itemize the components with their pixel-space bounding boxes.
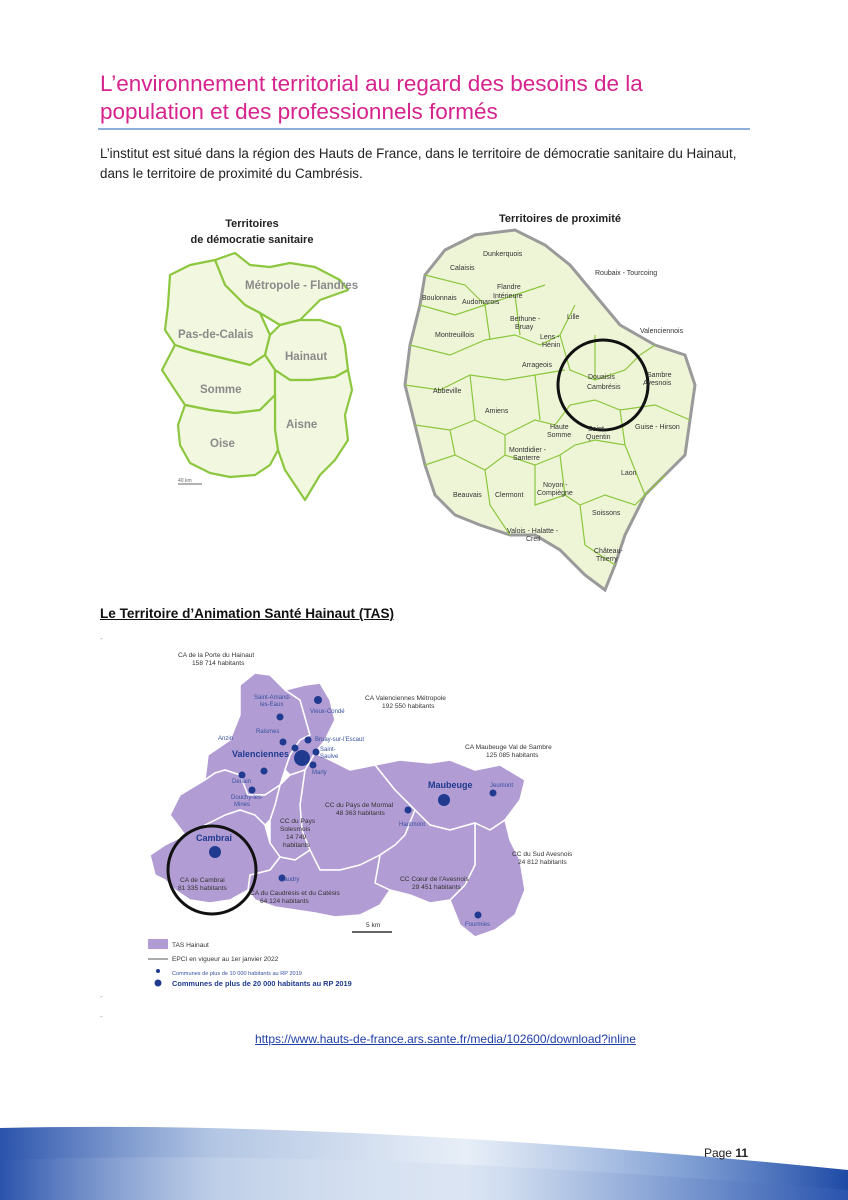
label-solesmois-1: CC du Pays (280, 818, 316, 825)
label-valenciennes: Valenciennes (232, 749, 290, 759)
city-dot-jeumont (490, 790, 497, 797)
label-saint-amand-2: les-Eaux (260, 702, 284, 708)
city-dot-hautmont (405, 807, 412, 814)
label-maubeuge: Maubeuge (428, 780, 473, 790)
label-denain: Denain (232, 779, 252, 785)
label-hautmont: Hautmont (399, 822, 426, 828)
label-montdidier-1: Montdidier - (509, 447, 546, 454)
label-montreuillois: Montreuillois (435, 332, 475, 339)
label-caudry: Caudry (280, 877, 300, 883)
label-douchy-1: Douchy-les- (231, 795, 264, 801)
title-divider (98, 128, 750, 130)
city-dot-saint-amand (277, 714, 284, 721)
label-metropole-flandres: Métropole - Flandres (245, 280, 359, 292)
tas-section-heading: Le Territoire d’Animation Santé Hainaut (TAS) (100, 606, 395, 621)
label-lens-2: Hénin (542, 342, 561, 349)
label-boulonnais: Boulonnais (422, 295, 457, 302)
label-noyon-1: Noyon - (543, 482, 568, 489)
label-maubval-1: CA Maubeuge Val de Sambre (465, 744, 552, 751)
right-map-outline (405, 230, 695, 590)
label-haute-2: Somme (547, 432, 572, 439)
label-mormal-2: 48 363 habitants (336, 810, 385, 817)
intro-paragraph: L’institut est situé dans la région des Hauts de France, dans le territoire de démocratie sanitaire du Hainaut, dans le territoire de proximité du Cambrésis. (100, 146, 737, 181)
city-dot-maubeuge (438, 794, 450, 806)
label-calaisis: Calaisis (450, 265, 475, 272)
city-dot-anzin (292, 745, 299, 752)
label-valmet-1: CA Valenciennes Métropole (365, 695, 446, 702)
label-guise-hirson: Guise - Hirson (635, 424, 680, 431)
label-maubval-2: 125 085 habitants (486, 752, 539, 759)
tas-hainaut-map (130, 645, 573, 1000)
label-chateau-2: Thierry (596, 556, 618, 563)
region-aisne (275, 370, 352, 500)
label-roubaix: Roubaix - Tourcoing (595, 270, 658, 277)
label-bruay: Bruay-sur-l’Escaut (315, 737, 365, 743)
label-sudavesnois-2: 24 812 habitants (518, 859, 567, 866)
label-montdidier-2: Santerre (513, 455, 540, 462)
territoires-proximite-map (395, 205, 705, 595)
label-douchy-2: Mines (234, 802, 251, 808)
label-aisne: Aisne (286, 419, 318, 431)
city-dot-douchy (249, 787, 256, 794)
label-laon: Laon (621, 470, 637, 477)
label-caudresis-2: 64 124 habitants (260, 898, 309, 905)
label-valenciennois: Valenciennois (640, 328, 684, 335)
label-audomarois: Audomarois (462, 299, 500, 306)
label-mormal-1: CC du Pays de Mormal (325, 802, 394, 809)
label-solesmois-2: Solesmois (280, 826, 311, 833)
right-map-title: Territoires de proximité (498, 213, 622, 225)
label-coeur-1: CC Cœur de l’Avesnois (400, 876, 469, 883)
page-number-value: 11 (735, 1146, 748, 1160)
label-lens-1: Lens - (540, 334, 560, 341)
source-link[interactable]: https://www.hauts-de-france.ars.sante.fr/media/102600/download?inline (255, 1032, 636, 1046)
label-saint-saulve-1: Saint- (320, 747, 336, 753)
label-scale: 5 km (366, 922, 381, 929)
label-solesmois-4: habitants (283, 842, 310, 849)
page-title: L’environnement territorial au regard des besoins de la population et des professionnels formés (100, 71, 643, 124)
label-porte-1: CA de la Porte du Hainaut (178, 652, 255, 659)
label-amiens: Amiens (485, 408, 509, 415)
democratie-sanitaire-map (140, 205, 380, 505)
legend-large-dot (155, 980, 162, 987)
label-sambre-1: Sambre (647, 372, 672, 379)
label-douaisis: Douaisis (588, 374, 615, 381)
city-dot-cambrai (209, 846, 221, 858)
label-valois-2: Creil (526, 536, 541, 543)
label-valmet-2: 192 550 habitants (382, 703, 435, 710)
city-dot-valenciennes (294, 750, 310, 766)
city-dot-denain (261, 768, 268, 775)
city-dot-saint-saulve (313, 749, 320, 756)
legend-small-dot (156, 969, 160, 973)
label-clermont: Clermont (495, 492, 524, 499)
label-jeumont: Jeumont (490, 783, 514, 789)
label-soissons: Soissons (592, 510, 621, 517)
label-abbeville: Abbeville (433, 388, 462, 395)
label-dunkerquois: Dunkerquois (483, 251, 523, 258)
label-fourmies: Fourmies (465, 922, 491, 928)
label-vieux-conde: Vieux-Condé (310, 709, 345, 715)
stray-mark-2: - (100, 992, 103, 1001)
label-saint-amand-1: Saint-Amand- (254, 695, 291, 701)
label-anzin: Anzin (218, 736, 234, 742)
label-hainaut: Hainaut (285, 351, 328, 363)
label-noyon-2: Compiègne (537, 490, 573, 497)
city-dot-marly (310, 762, 317, 769)
label-arrageois: Arrageois (522, 362, 552, 369)
city-dot-denain-2 (239, 772, 246, 779)
label-flandre-1: Flandre (497, 284, 521, 291)
legend-tas-label: TAS Hainaut (172, 942, 209, 949)
label-sambre-2: Avesnois (643, 380, 672, 387)
label-solesmois-3: 14 749 (286, 834, 307, 841)
label-flandre-2: Intérieure (493, 293, 523, 300)
label-sudavesnois-1: CC du Sud Avesnois (512, 851, 573, 858)
page-label: Page (703, 1146, 732, 1160)
label-cacambrai-1: CA de Cambrai (180, 877, 225, 884)
label-pas-de-calais: Pas-de-Calais (178, 329, 254, 341)
label-caudresis-1: CA du Caudrésis et du Catésis (250, 890, 340, 897)
label-cacambrai-2: 81 335 habitants (178, 885, 227, 892)
label-bethune-1: Bethune - (510, 316, 541, 323)
label-oise: Oise (210, 438, 235, 450)
label-raismes: Raismes (256, 729, 280, 735)
label-somme: Somme (200, 384, 242, 396)
city-dot-raismes (280, 739, 287, 746)
label-cambrai: Cambrai (196, 833, 233, 843)
city-dot-fourmies (475, 912, 482, 919)
footer-decoration (0, 1120, 848, 1200)
label-chateau-1: Château- (594, 548, 623, 555)
stray-mark-3: - (100, 1012, 103, 1021)
left-map-title-1: Territoires (225, 218, 279, 230)
legend-small-label: Communes de plus de 10 000 habitants au RP 2019 (172, 971, 302, 977)
label-coeur-2: 29 451 habitants (412, 884, 461, 891)
legend-epci-label: EPCI en vigueur au 1er janvier 2022 (172, 956, 279, 963)
label-porte-2: 158 714 habitants (192, 660, 245, 667)
label-cambresis: Cambrésis (587, 384, 621, 391)
label-saint-saulve-2: Saulve (320, 754, 339, 760)
stray-mark: - (100, 634, 103, 643)
label-haute-1: Haute (550, 424, 569, 431)
label-saint-1: Saint- (588, 426, 607, 433)
left-map-title-2: de démocratie sanitaire (190, 234, 314, 246)
label-valois-1: Valois - Halatte - (507, 528, 559, 535)
label-lille: Lille (567, 314, 580, 321)
label-marly: Marly (312, 770, 327, 776)
city-dot-vieux-conde (314, 696, 322, 704)
legend-large-label: Communes de plus de 20 000 habitants au RP 2019 (172, 979, 352, 988)
city-dot-bruay (305, 737, 312, 744)
legend-swatch-tas (148, 939, 168, 949)
page-number (704, 1146, 748, 1160)
label-bethune-2: Bruay (515, 324, 534, 331)
label-saint-2: Quentin (586, 434, 611, 441)
left-scale-label: 40 km (178, 478, 192, 484)
label-beauvais: Beauvais (453, 492, 482, 499)
